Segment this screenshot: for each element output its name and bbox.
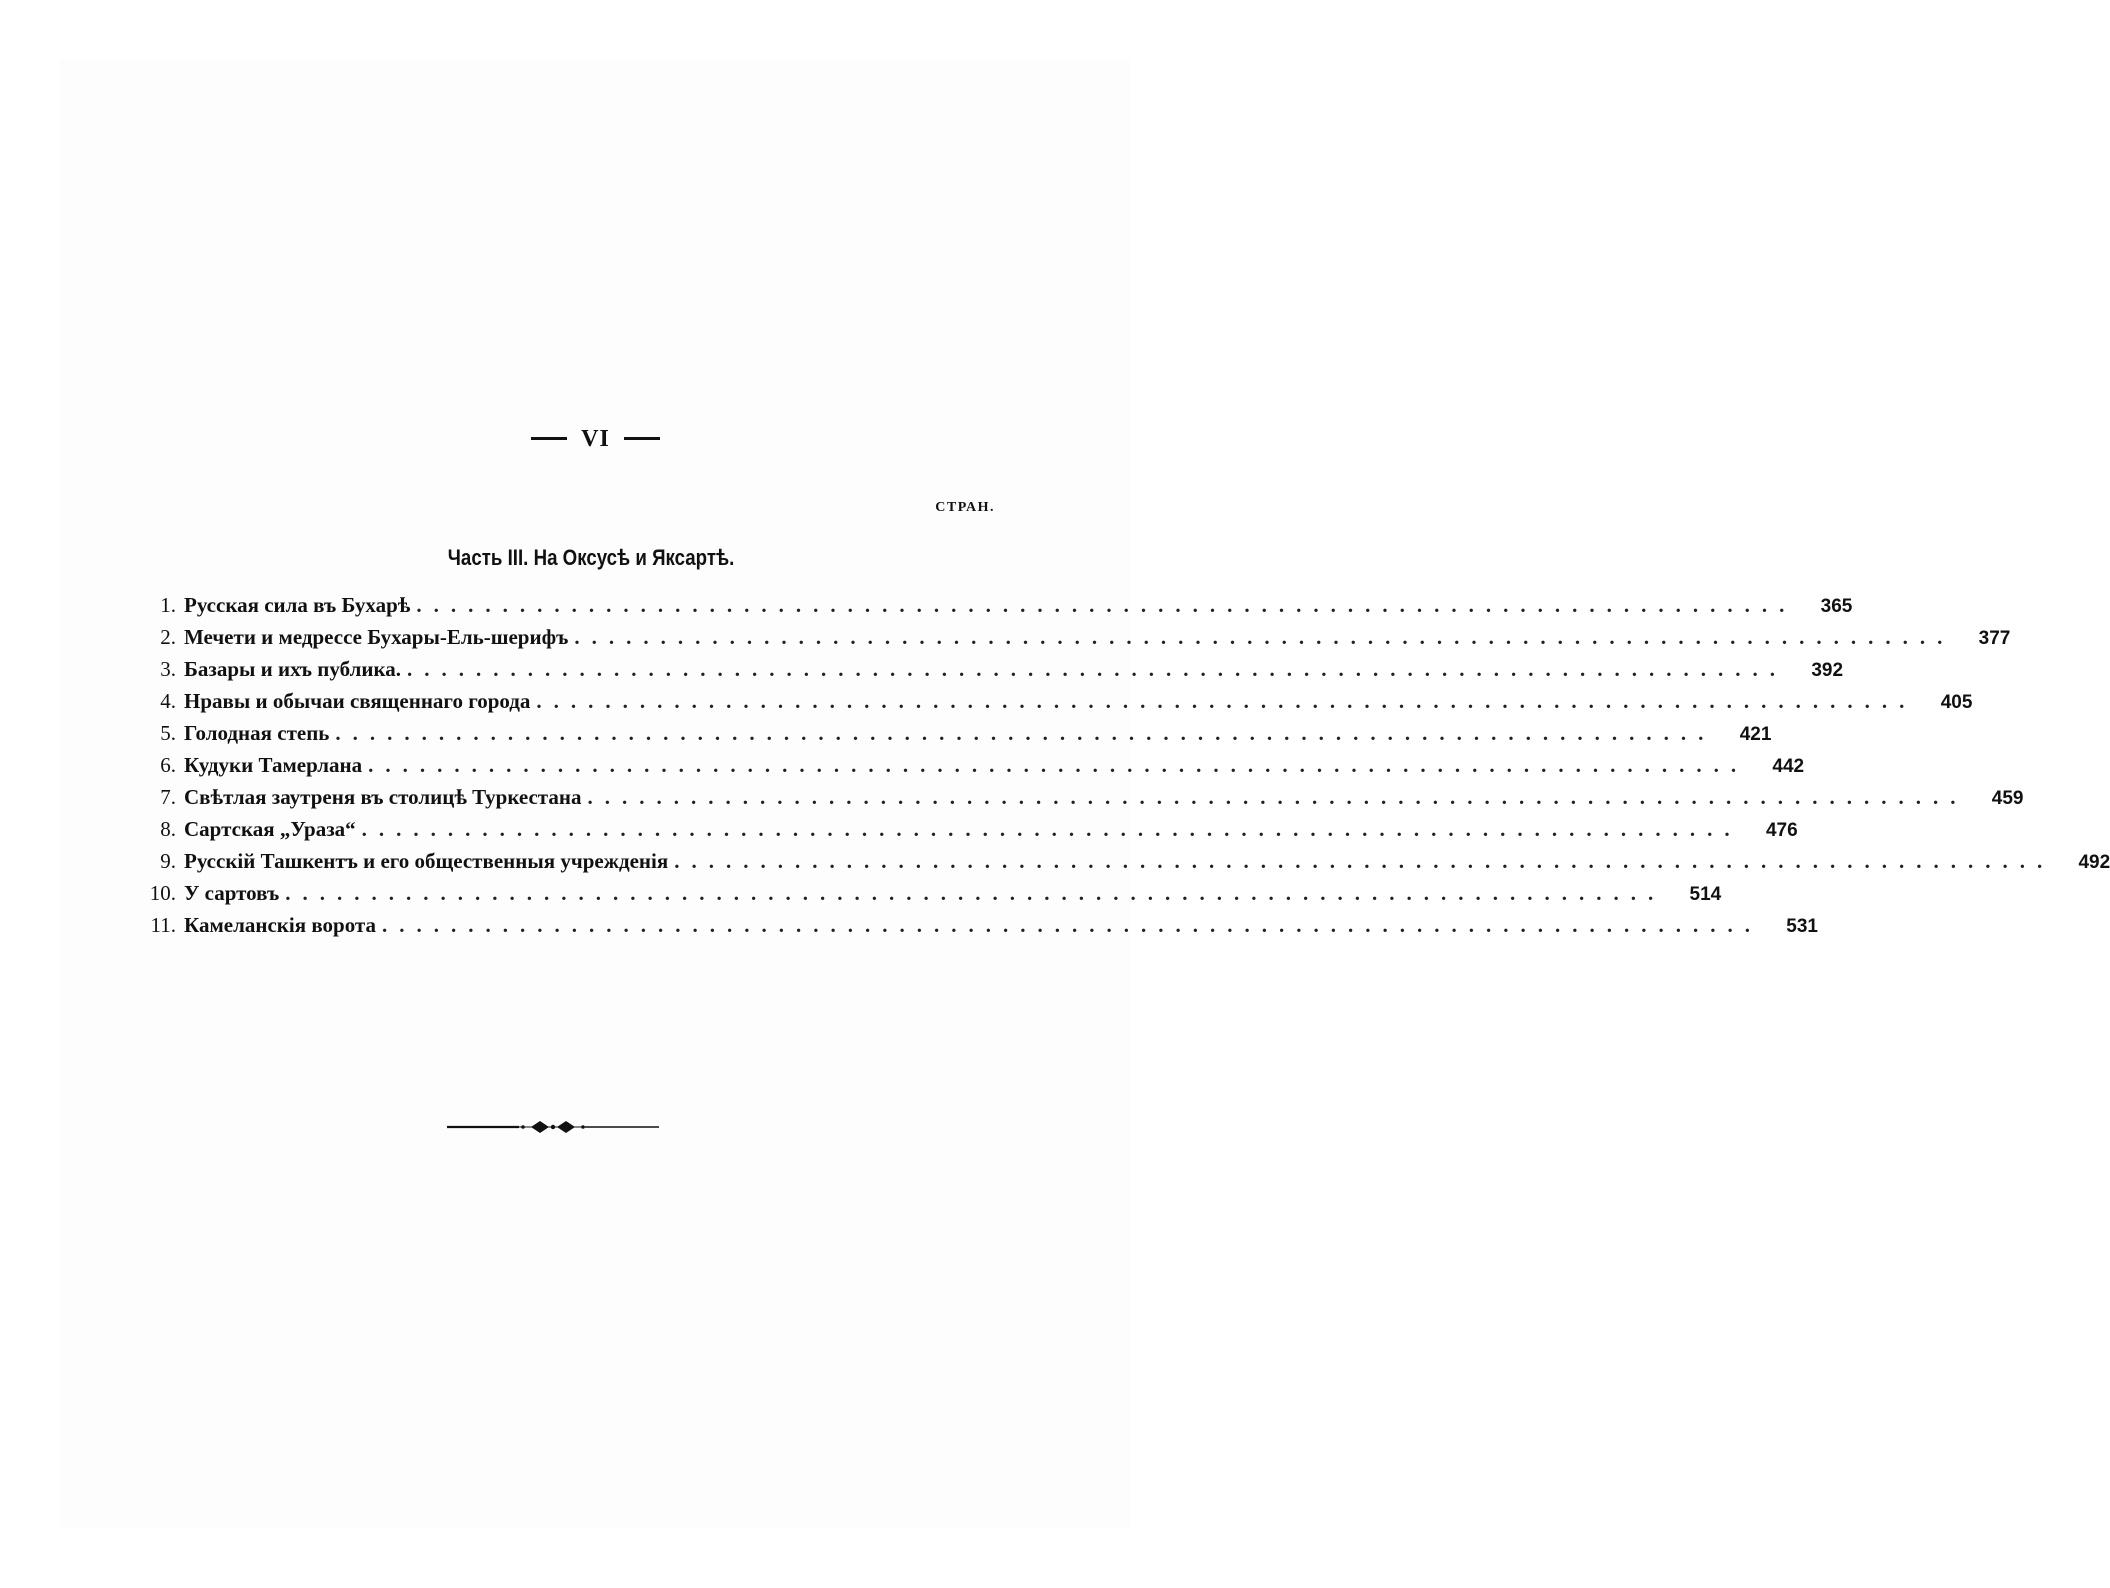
toc-number: 10.: [149, 881, 176, 905]
toc-row: [120, 717, 1772, 749]
toc-leader-dots: ................................................................................: [407, 657, 1788, 681]
toc-row: [120, 685, 1973, 717]
toc-page: 421: [1739, 724, 1772, 745]
toc-title: Русская сила въ Бухарѣ: [184, 593, 411, 617]
page-column-label: СТРАН.: [935, 500, 995, 515]
toc-page: 405: [1940, 692, 1973, 713]
toc-page: 476: [1765, 820, 1798, 841]
toc-leader-dots: ................................................................................: [361, 817, 1742, 841]
part-title: Часть III. На Оксусѣ и Яксартѣ.: [447, 545, 735, 570]
toc-row: [120, 845, 2110, 877]
toc-number: 6.: [160, 753, 176, 777]
toc-title: У сартовъ: [184, 881, 280, 905]
toc-number: 5.: [160, 721, 176, 745]
toc-leader-dots: ................................................................................: [674, 849, 2055, 873]
toc-number: 4.: [160, 689, 176, 713]
toc-leader-dots: ................................................................................: [574, 625, 1955, 649]
toc-title: Мечети и медрессе Бухары-Ель-шерифъ: [184, 625, 569, 649]
toc-row: [120, 781, 2024, 813]
toc-page: 492: [2078, 852, 2110, 873]
toc-page: 459: [1991, 788, 2024, 809]
toc-number: 1.: [160, 593, 176, 617]
ornament-divider: [447, 1117, 659, 1137]
toc-leader-dots: ................................................................................: [587, 785, 1968, 809]
toc-page: 377: [1978, 628, 2011, 649]
toc-title: Базары и ихъ публика.: [184, 657, 402, 681]
toc-title: Кудуки Тамерлана: [184, 753, 363, 777]
toc-leader-dots: ................................................................................: [368, 753, 1749, 777]
toc-title: Нравы и обычаи священнаго города: [184, 689, 531, 713]
header-dash-right: [624, 437, 660, 440]
page-number: VI: [581, 426, 610, 452]
toc-title: Свѣтлая заутреня въ столицѣ Туркестана: [184, 785, 582, 809]
toc-row: [120, 653, 1844, 685]
toc-page: 442: [1772, 756, 1805, 777]
page-number-header: [0, 426, 1191, 453]
toc-number: 2.: [160, 625, 176, 649]
toc-leader-dots: ................................................................................: [536, 689, 1917, 713]
header-dash-left: [531, 437, 567, 440]
toc-page: 514: [1689, 884, 1722, 905]
toc-row: [120, 621, 2011, 653]
toc-row: [120, 589, 1853, 621]
toc-leader-dots: ................................................................................: [416, 593, 1797, 617]
toc-page: 392: [1811, 660, 1844, 681]
toc-number: 8.: [160, 817, 176, 841]
toc-leader-dots: ................................................................................: [382, 913, 1762, 937]
toc-number: 3.: [160, 657, 176, 681]
toc-number: 9.: [160, 849, 176, 873]
toc-title: Сартская „Ураза“: [184, 817, 356, 841]
toc-page: 531: [1786, 916, 1818, 937]
toc-title: Голодная степь: [184, 721, 330, 745]
toc-number: 7.: [160, 785, 176, 809]
toc-page: 365: [1820, 596, 1853, 617]
toc-number: 11.: [150, 913, 176, 937]
toc-title: Камеланскія ворота: [184, 913, 376, 937]
toc-row: [120, 749, 1805, 781]
toc-row: [120, 813, 1798, 845]
toc-row: [120, 909, 1818, 941]
toc-leader-dots: ................................................................................: [335, 721, 1716, 745]
table-of-contents: [120, 589, 2110, 941]
toc-leader-dots: ................................................................................: [285, 881, 1666, 905]
toc-title: Русскій Ташкентъ и его общественныя учрежденія: [184, 849, 669, 873]
toc-row: [120, 877, 1722, 909]
